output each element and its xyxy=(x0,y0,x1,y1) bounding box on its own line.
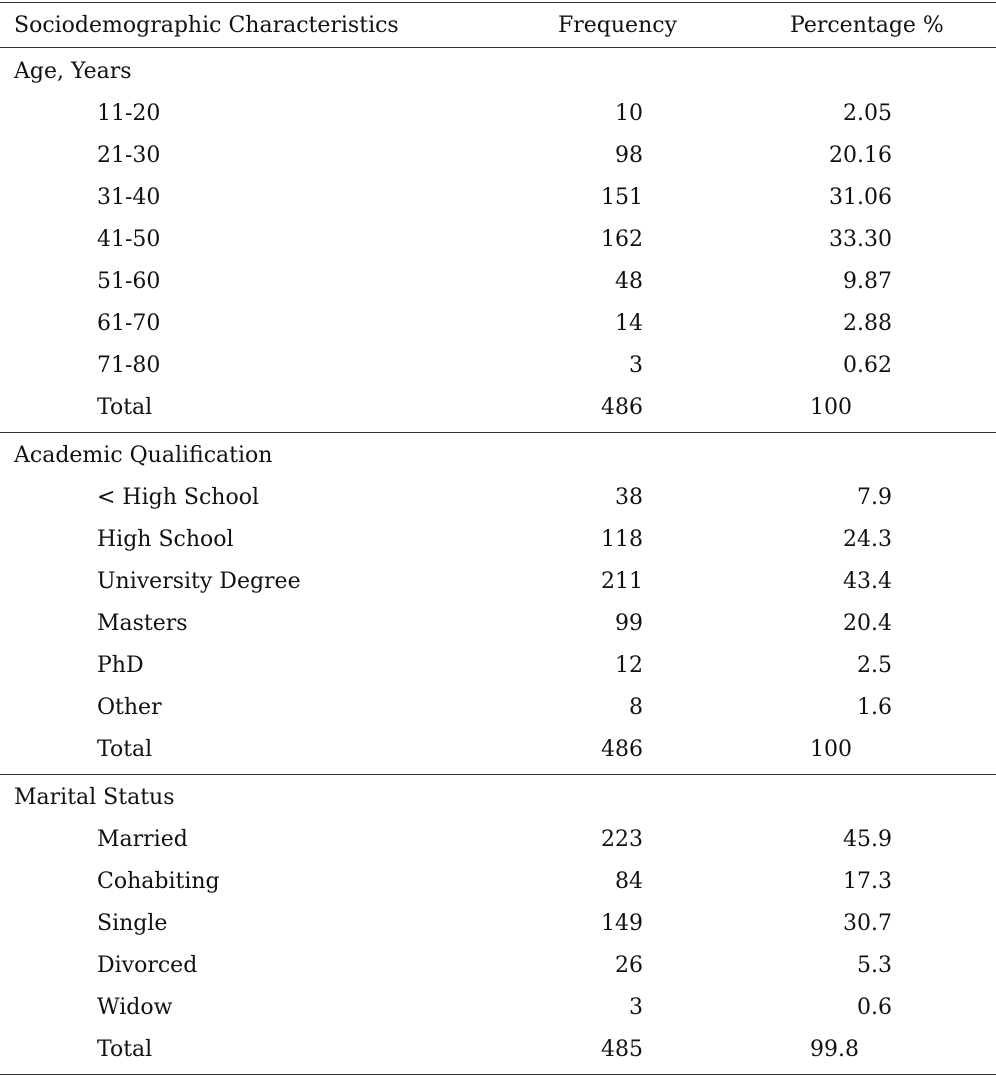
row-percentage: 20.4 xyxy=(843,611,892,636)
row-label: Total xyxy=(97,395,153,420)
table-row xyxy=(0,688,996,728)
section-title-row xyxy=(0,436,996,476)
row-percentage: 33.30 xyxy=(829,227,892,252)
row-label: 71-80 xyxy=(97,353,161,378)
table-row xyxy=(0,862,996,902)
row-percentage: 2.5 xyxy=(857,653,892,678)
row-percentage: 20.16 xyxy=(829,143,892,168)
section-title: Academic Qualification xyxy=(14,443,273,468)
table-row xyxy=(0,220,996,260)
row-frequency: 38 xyxy=(615,485,643,510)
row-frequency: 486 xyxy=(601,395,643,420)
row-frequency: 12 xyxy=(615,653,643,678)
row-percentage: 30.7 xyxy=(843,911,892,936)
row-percentage: 100 xyxy=(810,737,852,762)
row-percentage: 43.4 xyxy=(843,569,892,594)
row-label: 21-30 xyxy=(97,143,161,168)
top-rule xyxy=(0,2,996,3)
row-percentage: 1.6 xyxy=(857,695,892,720)
row-percentage: 0.6 xyxy=(857,995,892,1020)
header-characteristics: Sociodemographic Characteristics xyxy=(14,13,399,38)
row-percentage: 5.3 xyxy=(857,953,892,978)
section-title: Age, Years xyxy=(14,59,132,84)
total-row xyxy=(0,388,996,428)
section-title: Marital Status xyxy=(14,785,175,810)
row-percentage: 17.3 xyxy=(843,869,892,894)
row-frequency: 118 xyxy=(601,527,643,552)
table-row xyxy=(0,478,996,518)
row-label: Other xyxy=(97,695,162,720)
header-percentage: Percentage % xyxy=(790,13,944,38)
row-percentage: 100 xyxy=(810,395,852,420)
row-label: Cohabiting xyxy=(97,869,220,894)
total-row xyxy=(0,730,996,770)
row-label: University Degree xyxy=(97,569,301,594)
table-row xyxy=(0,904,996,944)
row-label: 51-60 xyxy=(97,269,161,294)
table-row xyxy=(0,604,996,644)
row-label: < High School xyxy=(97,485,259,510)
row-frequency: 485 xyxy=(601,1037,643,1062)
section-rule xyxy=(0,432,996,433)
table-row xyxy=(0,94,996,134)
table-row xyxy=(0,988,996,1028)
row-percentage: 2.88 xyxy=(843,311,892,336)
row-label: Single xyxy=(97,911,168,936)
row-percentage: 24.3 xyxy=(843,527,892,552)
header-frequency: Frequency xyxy=(558,13,677,38)
section-title-row xyxy=(0,52,996,92)
row-frequency: 98 xyxy=(615,143,643,168)
row-percentage: 9.87 xyxy=(843,269,892,294)
row-frequency: 48 xyxy=(615,269,643,294)
row-percentage: 99.8 xyxy=(810,1037,859,1062)
table-row xyxy=(0,562,996,602)
row-label: 41-50 xyxy=(97,227,161,252)
section-title-row xyxy=(0,778,996,818)
row-percentage: 0.62 xyxy=(843,353,892,378)
row-frequency: 14 xyxy=(615,311,643,336)
row-label: Married xyxy=(97,827,188,852)
row-label: Total xyxy=(97,1037,153,1062)
table-row xyxy=(0,262,996,302)
total-row xyxy=(0,1030,996,1070)
row-frequency: 486 xyxy=(601,737,643,762)
row-label: Divorced xyxy=(97,953,198,978)
row-frequency: 3 xyxy=(629,353,643,378)
row-label: Total xyxy=(97,737,153,762)
row-frequency: 3 xyxy=(629,995,643,1020)
row-frequency: 8 xyxy=(629,695,643,720)
table-header-row xyxy=(0,6,996,46)
row-percentage: 45.9 xyxy=(843,827,892,852)
table-row xyxy=(0,304,996,344)
row-percentage: 31.06 xyxy=(829,185,892,210)
row-percentage: 2.05 xyxy=(843,101,892,126)
table-row xyxy=(0,520,996,560)
row-label: PhD xyxy=(97,653,144,678)
table-row xyxy=(0,946,996,986)
row-label: Widow xyxy=(97,995,173,1020)
row-frequency: 99 xyxy=(615,611,643,636)
row-label: 11-20 xyxy=(97,101,161,126)
row-frequency: 149 xyxy=(601,911,643,936)
table-row xyxy=(0,136,996,176)
table-row xyxy=(0,178,996,218)
row-label: 61-70 xyxy=(97,311,161,336)
table-row xyxy=(0,820,996,860)
table-row xyxy=(0,346,996,386)
row-frequency: 84 xyxy=(615,869,643,894)
row-label: Masters xyxy=(97,611,188,636)
row-frequency: 10 xyxy=(615,101,643,126)
section-rule xyxy=(0,774,996,775)
row-frequency: 151 xyxy=(601,185,643,210)
row-label: High School xyxy=(97,527,234,552)
bottom-rule xyxy=(0,1074,996,1075)
row-frequency: 162 xyxy=(601,227,643,252)
row-frequency: 26 xyxy=(615,953,643,978)
row-label: 31-40 xyxy=(97,185,161,210)
header-rule xyxy=(0,47,996,48)
row-frequency: 223 xyxy=(601,827,643,852)
table-row xyxy=(0,646,996,686)
row-frequency: 211 xyxy=(601,569,643,594)
row-percentage: 7.9 xyxy=(857,485,892,510)
